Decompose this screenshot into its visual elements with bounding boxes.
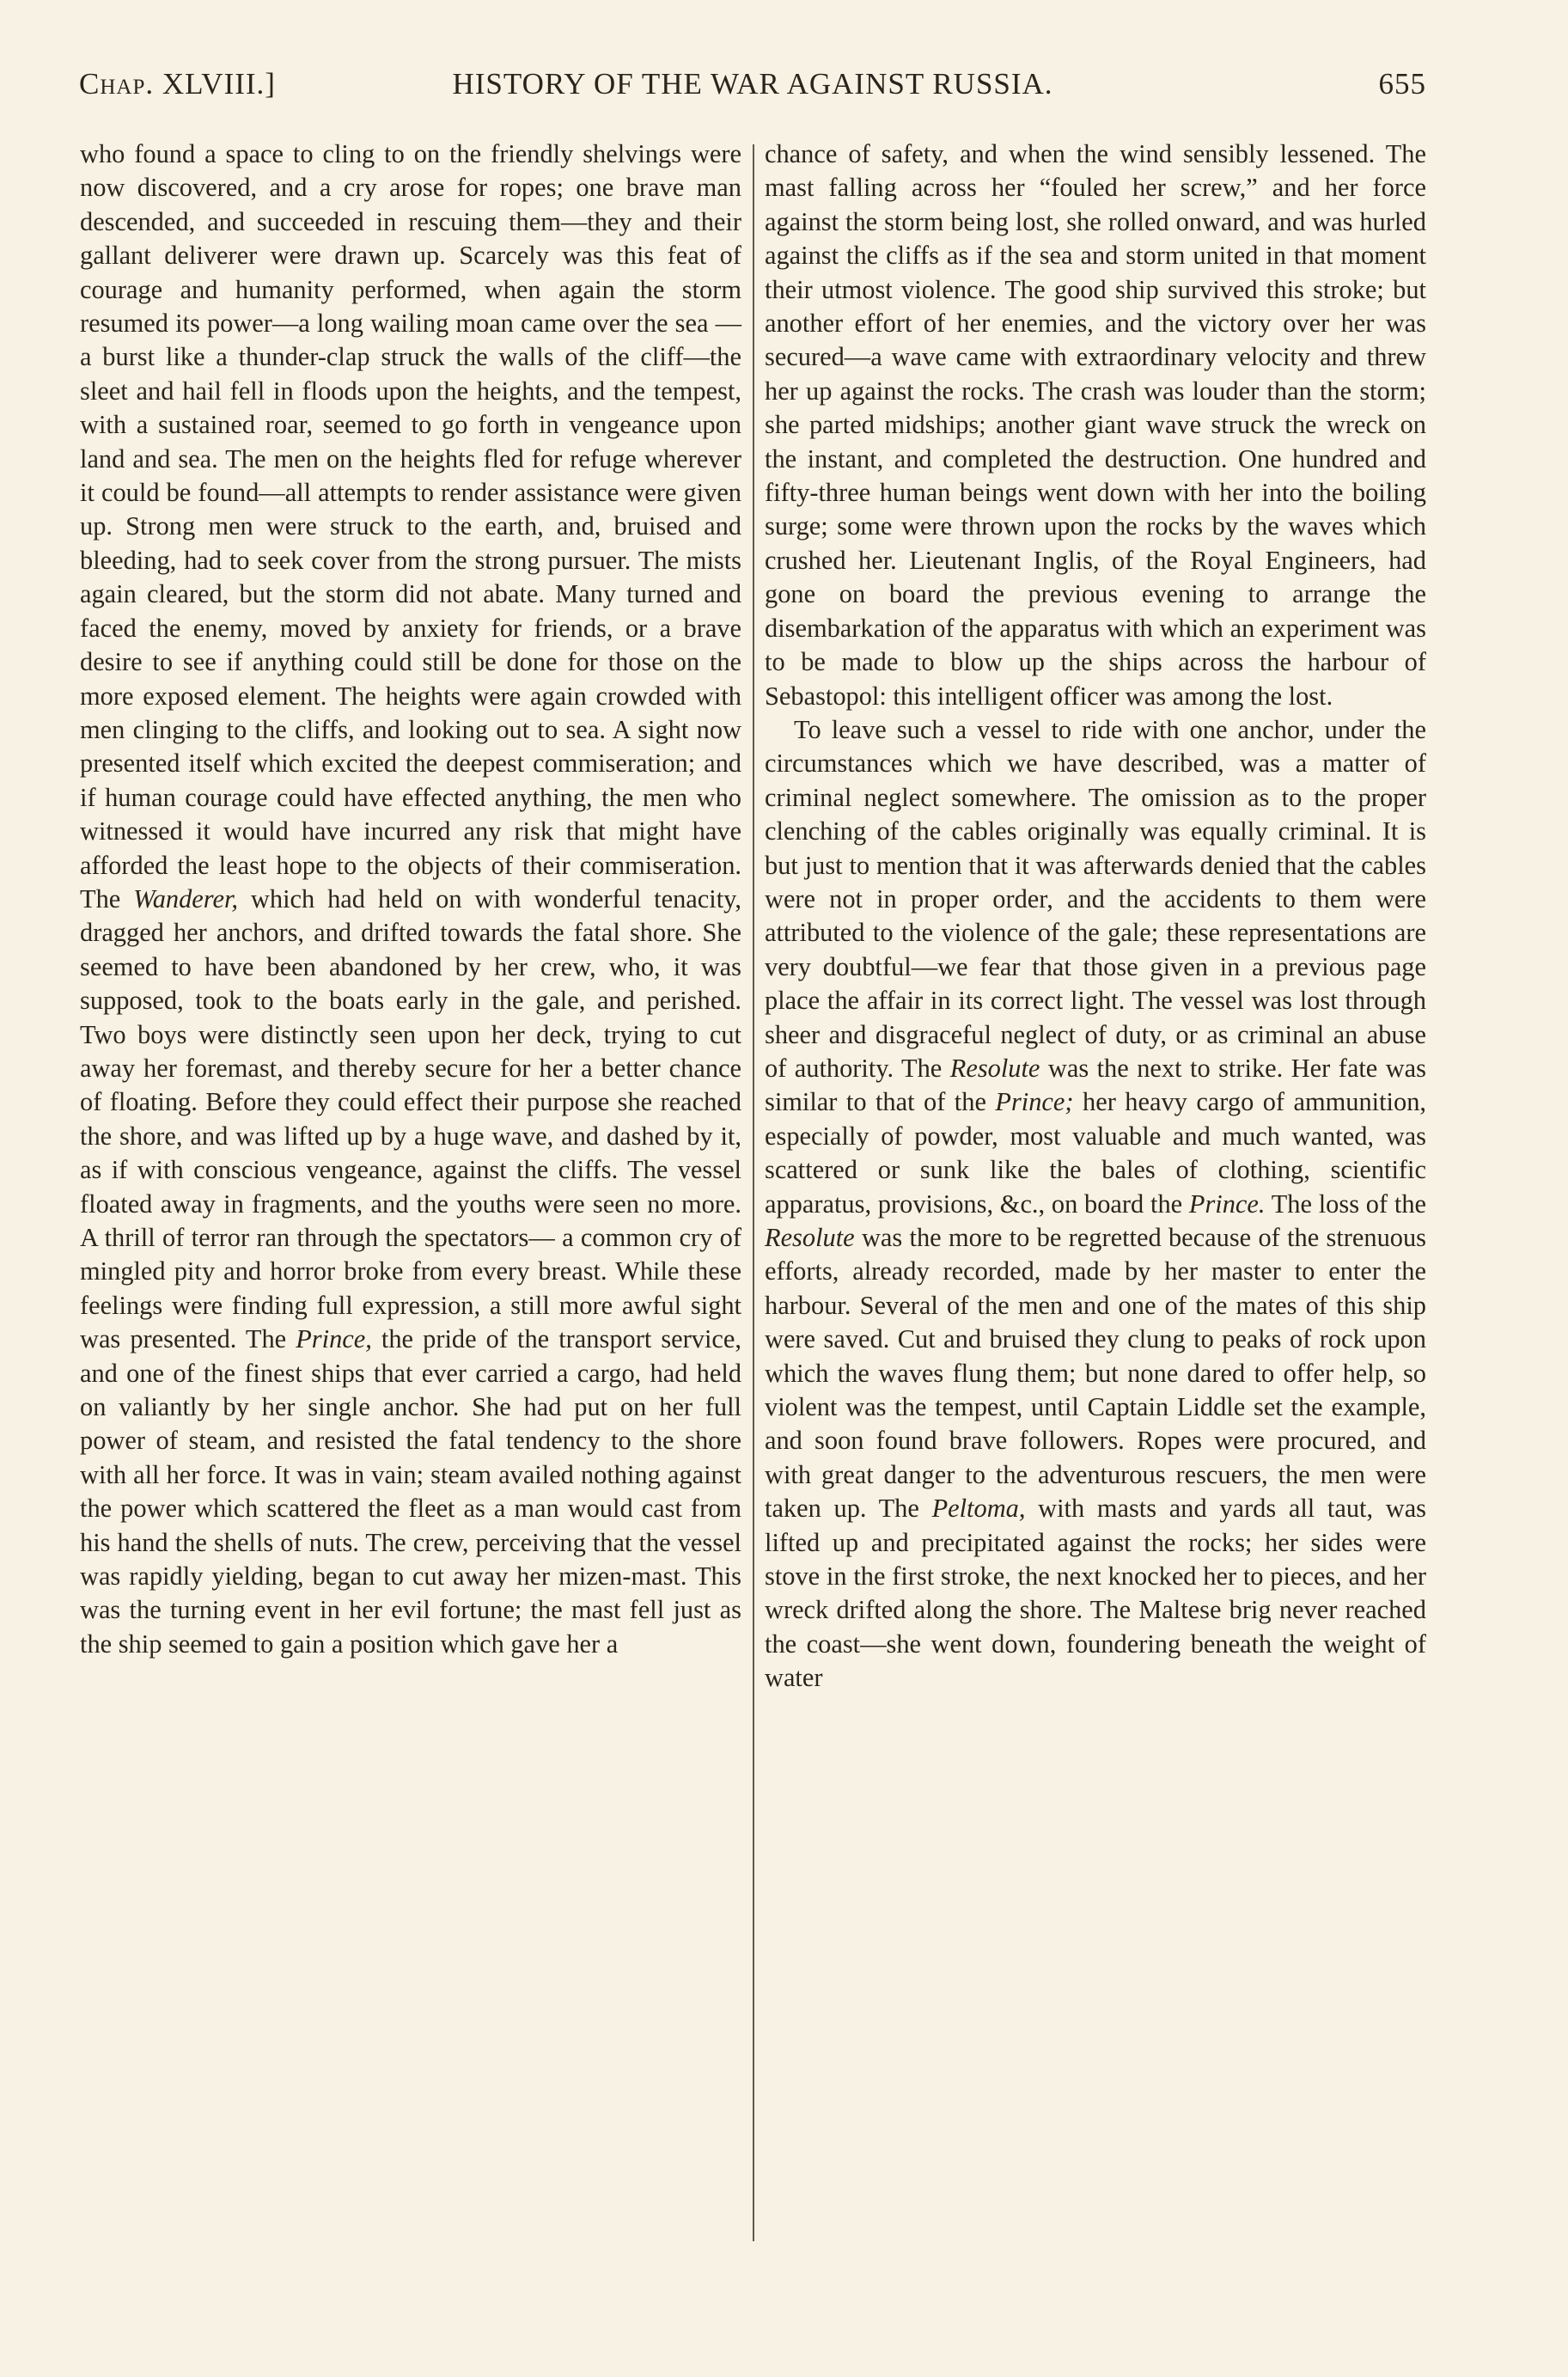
ship-name: Prince.	[1188, 1188, 1266, 1219]
page-title: HISTORY OF THE WAR AGAINST RUSSIA.	[452, 67, 1053, 101]
left-column-paragraph	[80, 137, 741, 1661]
paragraph-text: was the more to be regretted because of the strenuous efforts, already recorded, made by her master to enter the harbour. Several of the men and one of the mates of this ship were saved. Cut and bruised they clung to peaks of rock upon which the waves flung them; but none dared to offer help, so violent was the tempest, until Captain Liddle set the example, and soon found brave followers. Ropes were procured, and with great danger to the adventurous rescuers, the men were taken up. The	[765, 1223, 1426, 1524]
paragraph-text: the pride of the transport service, and one of the finest ships that ever carried a cargo, had held on valiantly by her single anchor. She had put on her full power of steam, and resisted the fatal tendency to the shore with all her force. It was in vain; steam availed nothing against the power which scattered the fleet as a man would cast from his hand the shells of nuts. The crew, perceiving that the vessel was rapidly yielding, began to cut away her mizen-mast. This was the turning event in her evil fortune; the mast fell just as the ship seemed to gain a position which gave her a	[80, 1324, 741, 1659]
ship-name: Prince;	[995, 1087, 1074, 1117]
right-column-paragraph	[765, 137, 1426, 713]
page-number: 655	[1378, 67, 1426, 101]
paragraph-text: To leave such a vessel to ride with one anchor, under the circumstances which we have described, was a matter of criminal neglect somewhere. The omission as to the proper clenching of the cables originally was equally criminal. It is but just to mention that it was afterwards denied that the cables were not in proper order, and the accidents to them were attributed to the violence of the gale; these representations are very doubtful—we fear that those given in a previous page place the affair in its correct light. The vessel was lost through sheer and disgraceful neglect of duty, or as criminal an abuse of authority. The	[765, 714, 1426, 1083]
paragraph-text: The loss of the	[1265, 1188, 1427, 1219]
paragraph-text: chance of safety, and when the wind sensibly lessened. The mast falling across her “fouled her screw,” and her force against the storm being lost, she rolled onward, and was hurled against the cliffs as if the sea and storm united in that moment their utmost violence. The good ship survived this stroke; but another effort of her enemies, and the victory over her was secured—a wave came with extraordinary velocity and threw her up against the rocks. The crash was louder than the storm; she parted midships; another giant wave struck the wreck on the instant, and completed the destruction. One hundred and fifty-three human beings went down with her into the boiling surge; some were thrown upon the rocks by the waves which crushed her. Lieutenant Inglis, of the Royal Engineers, had gone on board the previous evening to arrange the disembarkation of the apparatus with which an experiment was to be made to blow up the ships across the harbour of Sebastopol: this intelligent officer was among the lost.	[765, 139, 1426, 711]
ship-name: Resolute	[765, 1223, 855, 1252]
paragraph-text: her heavy cargo of ammunition, especially of powder, most valuable and much wanted, was scattered or sunk like the bales of clothing, scientific apparatus, provisions, &c., on board the	[765, 1087, 1426, 1219]
paragraph-text: which had held on with wonderful tenacity, dragged her anchors, and drifted towards the fatal shore. She seemed to have been abandoned by her crew, who, it was supposed, took to the boats early in the gale, and perished. Two boys were distinctly seen upon her deck, trying to cut away her foremast, and thereby secure for her a better chance of floating. Before they could effect their purpose she reached the shore, and was lifted up by a huge wave, and dashed by it, as if with conscious vengeance, against the cliffs. The vessel floated away in fragments, and the youths were seen no more. A thrill of terror ran through the spectators— a common cry of mingled pity and horror broke from every breast. While these feelings were finding full expression, a still more awful sight was presented. The	[80, 883, 741, 1354]
right-column	[765, 137, 1426, 1696]
paragraph-text: who found a space to cling to on the friendly shelvings were now discovered, and a cry arose for ropes; one brave man descended, and succeeded in rescuing them—they and their gallant deliverer were drawn up. Scarcely was this feat of courage and humanity performed, when again the storm resumed its power—a long wailing moan came over the sea —a burst like a thunder-clap struck the walls of the cliff—the sleet and hail fell in floods upon the heights, and the tempest, with a sustained roar, seemed to go forth in vengeance upon land and sea. The men on the heights fled for refuge wherever it could be found—all attempts to render assistance were given up. Strong men were struck to the earth, and, bruised and bleeding, had to seek cover from the strong pursuer. The mists again cleared, but the storm did not abate. Many turned and faced the enemy, moved by anxiety for friends, or a brave desire to see if anything could still be done for those on the more exposed element. The heights were again crowded with men clinging to the cliffs, and looking out to sea. A sight now presented itself which excited the deepest commiseration; and if human courage could have effected anything, the men who witnessed it would have incurred any risk that might have afforded the least hope to the objects of their commiseration. The	[80, 139, 741, 914]
ship-name: Wanderer,	[133, 883, 239, 914]
paragraph-text: was the next to strike. Her fate was similar to that of the	[765, 1053, 1426, 1117]
chapter-label: Chap. XLVIII.]	[79, 67, 276, 101]
ship-name: Prince,	[296, 1324, 372, 1354]
paragraph-text: with masts and yards all taut, was lifted up and precipitated against the rocks; her sides were stove in the first stroke, the next knocked her to pieces, and her wreck drifted along the shore. The Maltese brig never reached the coast—she went down, foundering beneath the weight of water	[765, 1494, 1427, 1693]
column-divider	[753, 144, 754, 2241]
ship-name: Resolute	[949, 1053, 1040, 1083]
ship-name: Peltoma,	[931, 1494, 1026, 1524]
running-head	[79, 67, 1426, 119]
left-column	[80, 137, 741, 1661]
right-column-paragraph	[765, 713, 1426, 1696]
